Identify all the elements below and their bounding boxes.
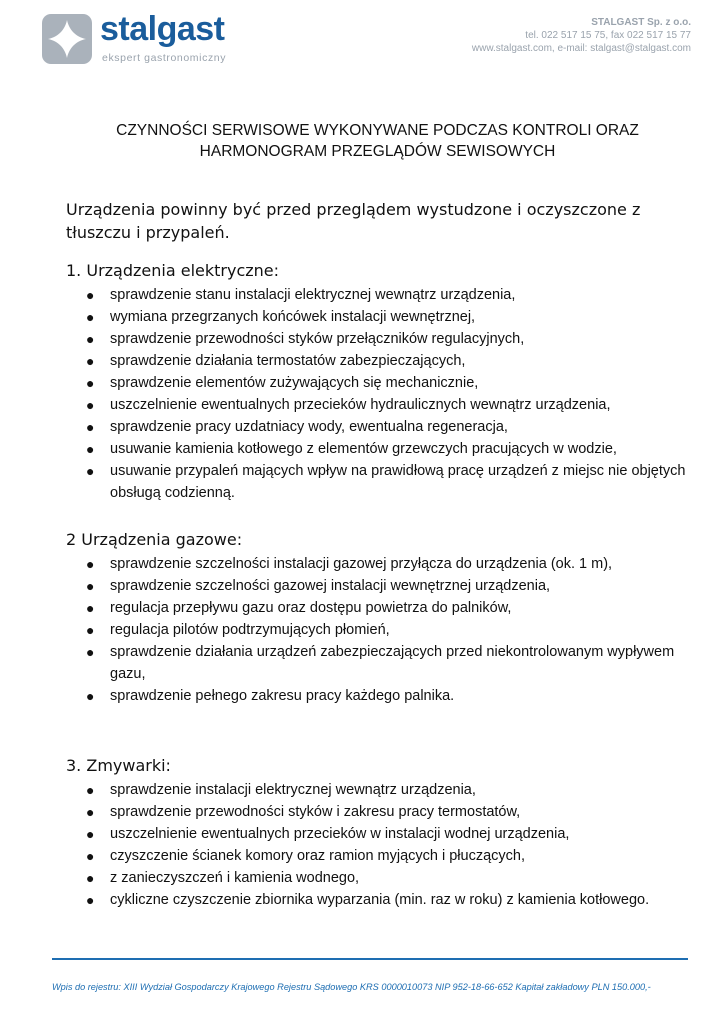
list-item-text: sprawdzenie działania urządzeń zabezpieczających przed niekontrolowanym wypływem gazu, <box>110 644 675 682</box>
list-item-text: sprawdzenie przewodności styków i zakresu pracy termostatów, <box>110 804 521 820</box>
logo-mark-icon <box>42 14 92 64</box>
list-item <box>66 284 686 306</box>
bullet-icon: ● <box>86 556 95 572</box>
list-item <box>66 306 686 328</box>
bullet-icon: ● <box>86 287 95 303</box>
title-line-2: HARMONOGRAM PRZEGLĄDÓW SEWISOWYCH <box>199 143 556 160</box>
section-gas <box>66 529 686 707</box>
list-item <box>66 823 686 845</box>
bullet-icon: ● <box>86 688 95 704</box>
logo-tagline: ekspert gastronomiczny <box>102 52 227 64</box>
bullet-icon: ● <box>86 397 95 413</box>
company-name: STALGAST Sp. z o.o. <box>591 17 691 28</box>
logo-wordmark: stalgast <box>100 10 225 48</box>
footer-rule <box>52 958 688 960</box>
list-item-text: usuwanie kamienia kotłowego z elementów grzewczych pracujących w wodzie, <box>110 441 617 457</box>
list-item-text: cykliczne czyszczenie zbiornika wyparzania (min. raz w roku) z kamienia kotłowego. <box>110 892 650 908</box>
list-item <box>66 394 686 416</box>
intro-paragraph: Urządzenia powinny być przed przeglądem wystudzone i oczyszczone z tłuszczu i przypaleń. <box>66 200 641 242</box>
bullet-icon: ● <box>86 600 95 616</box>
list-item <box>66 801 686 823</box>
list-item <box>66 416 686 438</box>
company-contact <box>472 16 691 55</box>
list-item <box>66 685 686 707</box>
list-item-text: usuwanie przypaleń mających wpływ na prawidłową pracę urządzeń z miejsc nie objętych obsługą codzienną. <box>110 463 686 501</box>
list-item <box>66 460 686 504</box>
bullet-icon: ● <box>86 644 95 660</box>
title-line-1: CZYNNOŚCI SERWISOWE WYKONYWANE PODCZAS KONTROLI ORAZ <box>116 122 639 139</box>
bullet-icon: ● <box>86 309 95 325</box>
bullet-icon: ● <box>86 353 95 369</box>
list-item-text: sprawdzenie przewodności styków przełączników regulacyjnych, <box>110 331 525 347</box>
bullet-icon: ● <box>86 441 95 457</box>
checklist <box>66 779 686 911</box>
list-item-text: regulacja pilotów podtrzymujących płomień, <box>110 622 390 638</box>
list-item-text: sprawdzenie pracy uzdatniacy wody, ewentualna regeneracja, <box>110 419 508 435</box>
section-electrical <box>66 260 686 504</box>
bullet-icon: ● <box>86 892 95 908</box>
list-item <box>66 779 686 801</box>
list-item-text: czyszczenie ścianek komory oraz ramion myjących i płuczących, <box>110 848 525 864</box>
section-heading: 2 Urządzenia gazowe: <box>66 530 243 549</box>
company-logo <box>42 10 242 70</box>
section-heading: 1. Urządzenia elektryczne: <box>66 261 280 280</box>
bullet-icon: ● <box>86 870 95 886</box>
bullet-icon: ● <box>86 622 95 638</box>
list-item <box>66 889 686 911</box>
bullet-icon: ● <box>86 375 95 391</box>
list-item <box>66 575 686 597</box>
list-item-text: sprawdzenie stanu instalacji elektrycznej wewnątrz urządzenia, <box>110 287 516 303</box>
bullet-icon: ● <box>86 804 95 820</box>
bullet-icon: ● <box>86 578 95 594</box>
list-item-text: sprawdzenie elementów zużywających się mechanicznie, <box>110 375 479 391</box>
checklist <box>66 284 686 504</box>
bullet-icon: ● <box>86 826 95 842</box>
list-item-text: sprawdzenie pełnego zakresu pracy każdego palnika. <box>110 688 455 704</box>
bullet-icon: ● <box>86 782 95 798</box>
document-title <box>60 120 695 162</box>
bullet-icon: ● <box>86 848 95 864</box>
list-item <box>66 350 686 372</box>
list-item <box>66 597 686 619</box>
bullet-icon: ● <box>86 419 95 435</box>
list-item <box>66 328 686 350</box>
list-item <box>66 845 686 867</box>
bullet-icon: ● <box>86 331 95 347</box>
section-heading: 3. Zmywarki: <box>66 756 171 775</box>
section-dishwashers <box>66 755 686 911</box>
list-item <box>66 372 686 394</box>
company-phone: tel. 022 517 15 75, fax 022 517 15 77 <box>525 30 691 41</box>
list-item-text: sprawdzenie instalacji elektrycznej wewnątrz urządzenia, <box>110 782 476 798</box>
list-item-text: sprawdzenie szczelności gazowej instalacji wewnętrznej urządzenia, <box>110 578 551 594</box>
company-web: www.stalgast.com, e-mail: stalgast@stalgast.com <box>471 43 691 54</box>
list-item-text: regulacja przepływu gazu oraz dostępu powietrza do palników, <box>110 600 512 616</box>
list-item <box>66 553 686 575</box>
list-item-text: uszczelnienie ewentualnych przecieków hydraulicznych wewnątrz urządzenia, <box>110 397 611 413</box>
footer-registration: Wpis do rejestru: XIII Wydział Gospodarczy Krajowego Rejestru Sądowego KRS 0000010073 NIP 952-18-66-652 Kapitał zakładowy PLN 150.000,- <box>52 982 651 992</box>
list-item-text: sprawdzenie działania termostatów zabezpieczających, <box>110 353 466 369</box>
bullet-icon: ● <box>86 463 95 479</box>
list-item-text: sprawdzenie szczelności instalacji gazowej przyłącza do urządzenia (ok. 1 m), <box>110 556 613 572</box>
list-item-text: z zanieczyszczeń i kamienia wodnego, <box>110 870 360 886</box>
list-item <box>66 438 686 460</box>
list-item-text: uszczelnienie ewentualnych przecieków w instalacji wodnej urządzenia, <box>110 826 570 842</box>
checklist <box>66 553 686 707</box>
list-item <box>66 867 686 889</box>
list-item <box>66 619 686 641</box>
list-item <box>66 641 686 685</box>
list-item-text: wymiana przegrzanych końcówek instalacji wewnętrznej, <box>110 309 476 325</box>
